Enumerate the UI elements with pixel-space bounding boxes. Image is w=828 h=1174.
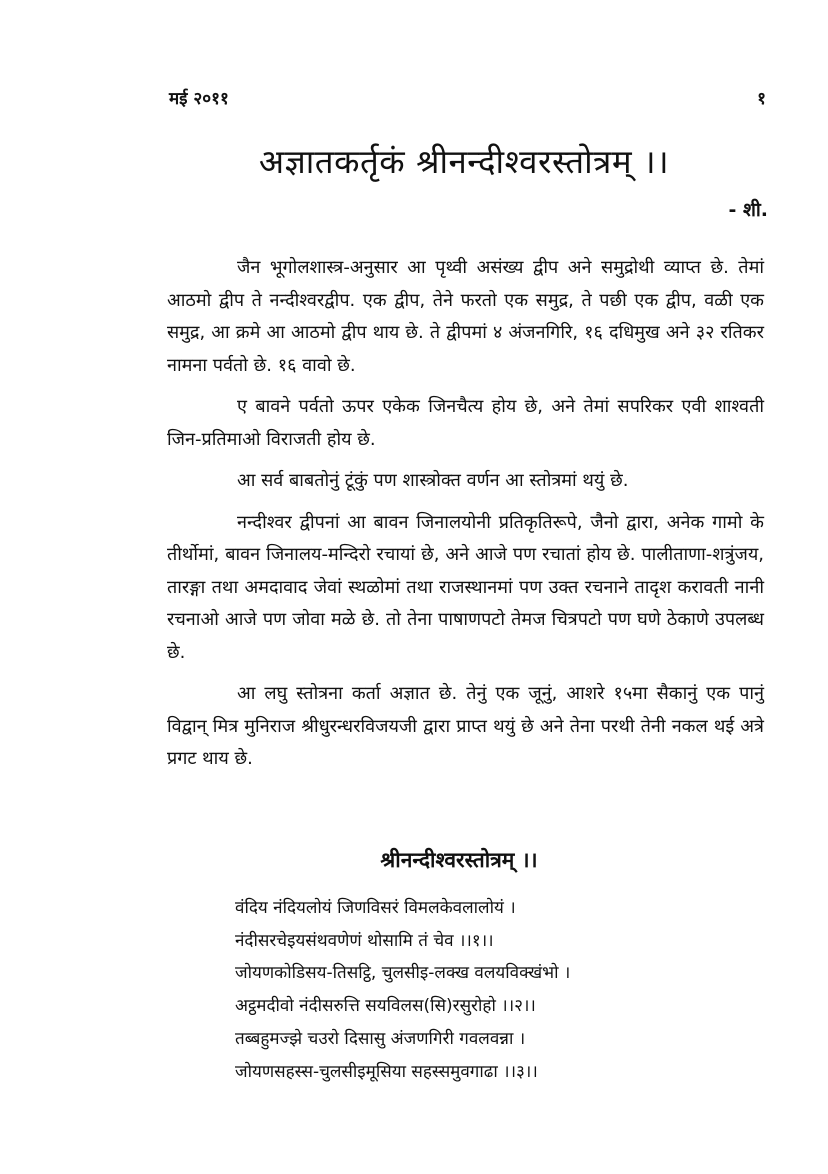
article-title (0, 138, 828, 183)
author-signature: - शी. (728, 199, 768, 221)
paragraph: ए बावने पर्वतो ऊपर एकेक जिनचैत्य होय छे, अने तेमां सपरिकर एवी शाश्वती जिन-प्रतिमाओ विराजती होय छे. (167, 396, 764, 450)
verse-section-title (0, 846, 828, 874)
paragraph: आ सर्व बाबतोनुं टूंकुं पण शास्त्रोक्त वर्णन आ स्तोत्रमां थयुं छे. (237, 470, 629, 491)
verse-line: अट्ठमदीवो नंदीसरुत्ति सयविलस(सि)रसुरोहो ।।२।। (235, 996, 536, 1017)
running-head (169, 86, 766, 110)
paragraph: जैन भूगोलशास्त्र-अनुसार आ पृथ्वी असंख्य द्वीप अने समुद्रोथी व्याप्त छे. तेमां आठमो द्वीप ते नन्दीश्वरद्वीप. एक द्वीप, तेने फरतो एक समुद्र, ते पछी एक द्वीप, वळी एक समुद्र, आ क्रमे आ आठमो द्वीप थाय छे. ते द्वीपमां ४ अंजनगिरि, १६ दधिमुख अने ३२ रतिकर नामना पर्वतो छे. १६ वावो छे. (167, 257, 764, 376)
article-title-text: अज्ञातकर्तृकं श्रीनन्दीश्वरस्तोत्रम् ।। (258, 142, 670, 181)
paragraph: आ लघु स्तोत्रना कर्ता अज्ञात छे. तेनुं एक जूनुं, आशरे १५मा सैकानुं एक पानुं विद्वान् मित्र मुनिराज श्रीधुरन्धरविजयजी द्वारा प्राप्त थयुं छे अने तेना परथी तेनी नकल थई अत्रे प्रगट थाय छे. (167, 683, 764, 769)
verse-line: नंदीसरचेइयसंथवणेणं थोसामि तं चेव ।।१।। (235, 930, 494, 951)
issue-date: मई २०११ (169, 89, 229, 109)
paragraph: नन्दीश्वर द्वीपनां आ बावन जिनालयोनी प्रतिकृतिरूपे, जैनो द्वारा, अनेक गामो के तीर्थोमां, बावन जिनालय-मन्दिरो रचायां छे, अने आजे पण रचातां होय छे. पालीताणा-शत्रुंजय, तारङ्गा तथा अमदावाद जेवां स्थळोमां तथा राजस्थानमां पण उक्त रचनाने तादृश करावती नानी रचनाओ आजे पण जोवा मळे छे. तो तेना पाषाणपटो तेमज चित्रपटो पण घणे ठेकाणे उपलब्ध छे. (167, 511, 764, 663)
verse-section-title-text: श्रीनन्दीश्वरस्तोत्रम् ।। (380, 848, 538, 872)
introduction-text (167, 252, 764, 785)
verse-line: वंदिय नंदियलोयं जिणविसरं विमलकेवलालोयं । (235, 898, 516, 918)
page-number: १ (757, 89, 766, 109)
verse-line: जोयणकोडिसय-तिसट्ठि, चुलसीइ-लक्ख वलयविक्खंभो । (235, 963, 571, 984)
verse-block (235, 892, 570, 1088)
verse-line: जोयणसहस्स-चुलसीइमूसिया सहस्समुवगाढा ।।३।। (235, 1061, 538, 1082)
verse-line: तब्बहुमज्झे चउरो दिसासु अंजणगिरी गवलवन्ना । (235, 1028, 526, 1049)
